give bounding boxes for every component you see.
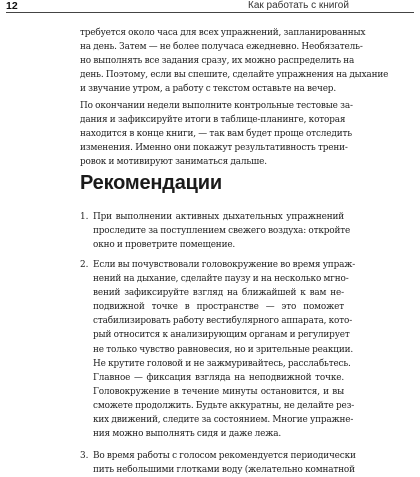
page-number: 12 [6, 0, 18, 12]
text-line: Не крутите головой и не зажмуривайтесь, расслабьтесь. [93, 358, 351, 369]
text-line: окно и проветрите помещение. [93, 240, 236, 251]
text-line: Головокружение в течение минуты остановится, и вы [93, 386, 344, 397]
section-title: Рекомендации [80, 172, 222, 194]
text-line: подвижной точке в пространстве — это поможет [93, 302, 344, 313]
text-line: дания и зафиксируйте итоги в таблице-планинге, которая [80, 115, 346, 126]
text-line: изменения. Именно они покажут результативность трени- [80, 143, 348, 154]
text-line: день. Поэтому, если вы спешите, сделайте упражнения на дыхание [80, 70, 389, 81]
text-line: нений на дыхание, сделайте паузу и на несколько мгно- [93, 274, 349, 285]
text-line: и звучание утром, а работу с текстом оставьте на вечер. [80, 84, 337, 95]
text-line: но выполнять все задания сразу, их можно распределить на [80, 56, 355, 67]
list-item-text [93, 449, 356, 477]
text-line: Если вы почувствовали головокружение во время упраж- [93, 260, 356, 270]
list-item-text [93, 210, 351, 252]
text-line: ния можно выполнять сидя и даже лежа. [93, 429, 282, 440]
text-line: на день. Затем — не более получаса ежедневно. Необязатель- [80, 42, 363, 53]
text-line: ких движений, следите за состоянием. Многие упражне- [93, 415, 354, 426]
list-marker: 2. [80, 260, 89, 270]
text-line: рый относится к анализирующим органам и регулирует [93, 330, 350, 341]
text-line: пить небольшими глотками воду (желательно комнатной [93, 465, 355, 476]
page-header [0, 0, 420, 14]
text-line: Главное — фиксация взгляда на неподвижной точке. [93, 372, 344, 383]
text-line: находится в конце книги, — так вам будет проще отследить [80, 129, 352, 140]
summary-paragraph [80, 99, 353, 169]
text-line: требуется около часа для всех упражнений, запланированных [80, 28, 366, 38]
text-line: ровок и мотивируют заниматься дальше. [80, 157, 267, 168]
intro-paragraph-continued [80, 26, 389, 96]
text-line: сможете продолжить. Будьте аккуратны, не делайте рез- [93, 400, 355, 411]
text-line: По окончании недели выполните контрольные тестовые за- [80, 101, 353, 111]
list-item-text [93, 258, 356, 441]
text-line: проследите за поступлением свежего воздуха: откройте [93, 226, 351, 237]
text-line: стабилизировать работу вестибулярного аппарата, кото- [93, 316, 353, 327]
running-head: Как работать с книгой [248, 0, 349, 11]
list-marker: 3. [80, 451, 89, 461]
header-rule [6, 12, 414, 13]
text-line: вений зафиксируйте взгляд на ближайшей к вам не- [93, 288, 344, 299]
text-line: не только чувство равновесия, но и зрительные реакции. [93, 344, 354, 355]
list-marker: 1. [80, 212, 89, 222]
text-line: Во время работы с голосом рекомендуется периодически [93, 451, 356, 461]
text-line: При выполнении активных дыхательных упражнений [93, 212, 344, 222]
